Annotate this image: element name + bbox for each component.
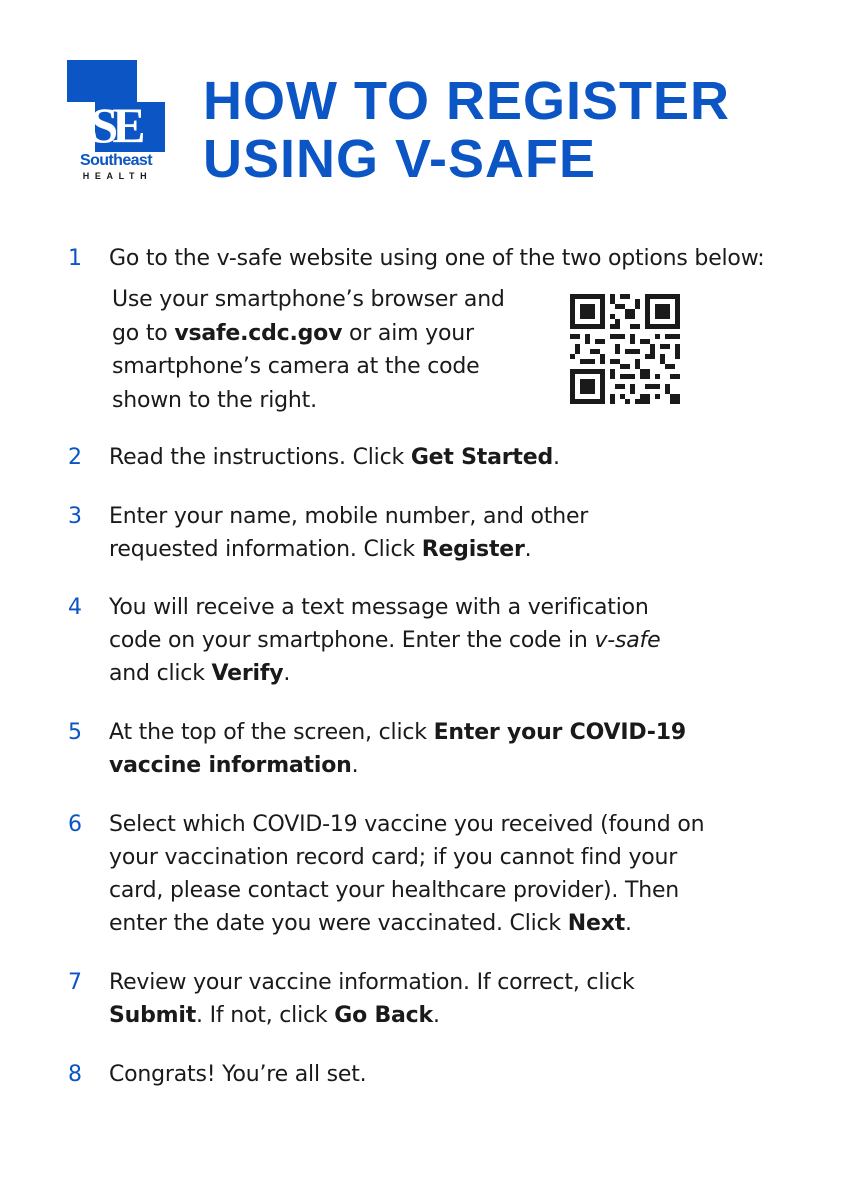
- option-line: shown to the right.: [112, 387, 317, 413]
- logo-mark-icon: [67, 60, 165, 152]
- get-started-label: Get Started: [410, 445, 554, 470]
- logo-subname: HEALTH: [82, 171, 153, 181]
- step-number: 6: [68, 812, 82, 837]
- option-line: smartphone’s camera at the code: [112, 354, 480, 379]
- qr-code-icon[interactable]: [570, 293, 680, 405]
- step-text: Enter your name, mobile number, and other requested information. Click Register.: [109, 504, 589, 562]
- step-number: 3: [68, 504, 82, 529]
- step-text: Go to the v-safe website using one of the two options below:: [109, 246, 765, 271]
- verify-label: Verify: [211, 661, 284, 686]
- logo-name: Southeast: [80, 152, 152, 169]
- submit-label: Submit: [109, 1003, 197, 1028]
- option-line: Use your smartphone’s browser and: [112, 287, 505, 312]
- step-number: 4: [68, 595, 82, 620]
- step-number: 8: [68, 1062, 82, 1087]
- vsafe-url-link[interactable]: vsafe.cdc.gov: [174, 320, 343, 346]
- title-line-2: USING V-SAFE: [203, 129, 597, 189]
- page-title: [203, 72, 823, 188]
- enter-vaccine-info-label: Enter your COVID-19: [433, 720, 686, 745]
- go-back-label: Go Back: [334, 1003, 433, 1028]
- step-text: Review your vaccine information. If correct, click Submit. If not, click Go Back.: [109, 970, 635, 1028]
- logo-monogram: SE: [90, 97, 140, 152]
- option-text: [112, 283, 552, 417]
- step-text: At the top of the screen, click Enter your COVID-19 vaccine information.: [109, 720, 686, 778]
- option-line: go to vsafe.cdc.gov or aim your: [112, 320, 474, 346]
- register-label: Register: [421, 537, 525, 562]
- step-text: Congrats! You’re all set.: [109, 1062, 367, 1087]
- step-text: You will receive a text message with a verification code on your smartphone. Enter the code in v-safe and click Verify.: [109, 595, 661, 686]
- step-number: 2: [68, 445, 82, 470]
- step-text: Read the instructions. Click Get Started.: [109, 445, 560, 470]
- next-label: Next: [567, 911, 626, 936]
- step-number: 5: [68, 720, 82, 745]
- title-line-1: HOW TO REGISTER: [203, 71, 731, 131]
- step-text: Select which COVID-19 vaccine you received (found on your vaccination record card; if you cannot find your card, please contact your healthcare provider). Then enter the date you were vaccinated. Click Next.: [109, 812, 705, 936]
- step-number: 7: [68, 970, 82, 995]
- southeast-health-logo: [67, 60, 165, 185]
- step-number: 1: [68, 246, 82, 271]
